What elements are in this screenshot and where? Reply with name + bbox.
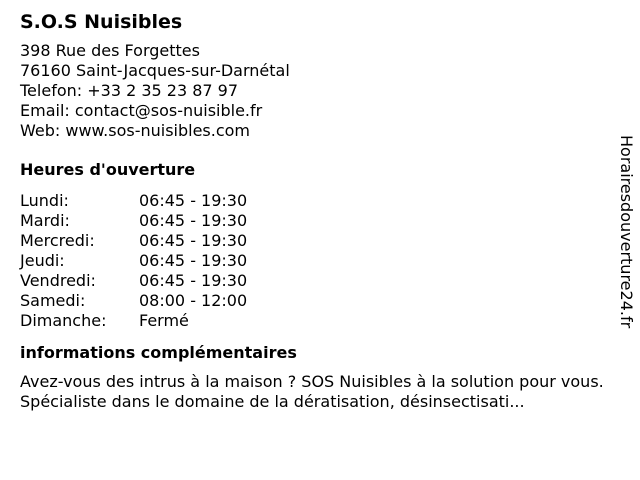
time-value: 06:45 - 19:30 <box>139 211 248 230</box>
time-value: 06:45 - 19:30 <box>139 271 248 290</box>
time-value: 08:00 - 12:00 <box>139 291 248 310</box>
phone-text: Telefon: +33 2 35 23 87 97 <box>20 81 239 100</box>
hours-row-tuesday <box>20 211 610 231</box>
day-label: Mercredi: <box>20 231 95 250</box>
hours-row-monday <box>20 191 610 211</box>
hours-row-wednesday <box>20 231 610 251</box>
day-label: Vendredi: <box>20 271 96 290</box>
address-city: 76160 Saint-Jacques-sur-Darnétal <box>20 61 290 80</box>
hours-row-saturday <box>20 291 610 311</box>
hours-row-sunday <box>20 311 610 331</box>
email-text: Email: contact@sos-nuisible.fr <box>20 101 263 120</box>
day-label: Lundi: <box>20 191 69 210</box>
time-value: 06:45 - 19:30 <box>139 191 248 210</box>
time-value: 06:45 - 19:30 <box>139 251 248 270</box>
hours-row-friday <box>20 271 610 291</box>
business-description: Avez-vous des intrus à la maison ? SOS Nuisibles à la solution pour vous. Spécialiste dans le domaine de la dératisation, désinsectisati... <box>20 372 604 411</box>
day-label: Dimanche: <box>20 311 107 330</box>
time-value: 06:45 - 19:30 <box>139 231 248 250</box>
time-value: Fermé <box>139 311 189 330</box>
opening-hours-title: Heures d'ouverture <box>20 160 196 179</box>
day-label: Samedi: <box>20 291 86 310</box>
business-card <box>20 10 610 412</box>
day-label: Jeudi: <box>20 251 65 270</box>
website-text: Web: www.sos-nuisibles.com <box>20 121 251 140</box>
additional-info-title: informations complémentaires <box>20 343 297 362</box>
hours-row-thursday <box>20 251 610 271</box>
business-name: S.O.S Nuisibles <box>20 11 183 33</box>
site-watermark: Horairesdouverture24.fr <box>617 135 636 329</box>
address-street: 398 Rue des Forgettes <box>20 41 200 60</box>
day-label: Mardi: <box>20 211 70 230</box>
